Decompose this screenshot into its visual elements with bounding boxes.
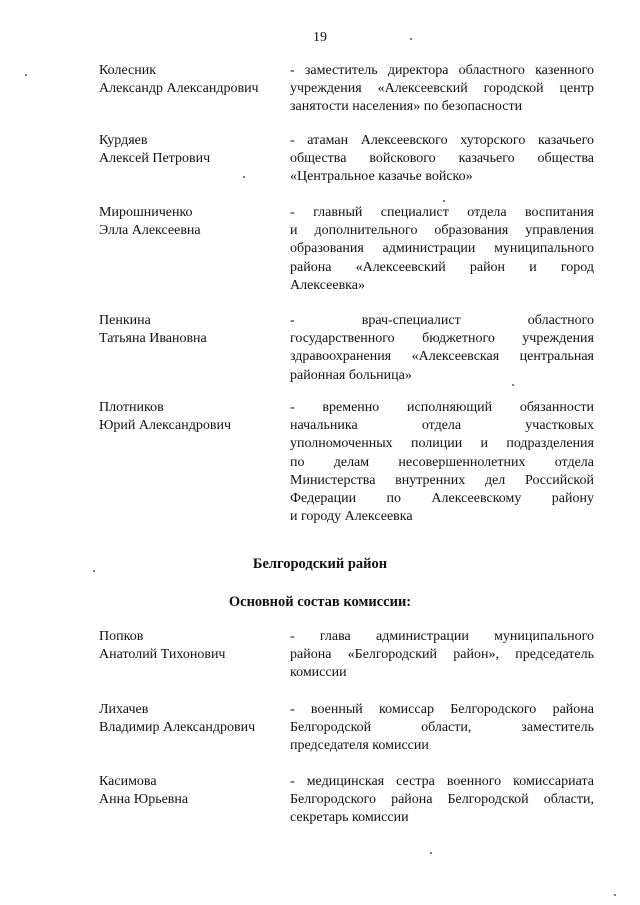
scan-speck <box>430 852 432 854</box>
scan-speck <box>443 200 445 202</box>
section-title: Белгородский район <box>252 556 388 572</box>
role-line: Белгородской области, заместитель <box>290 720 594 736</box>
member-given-name: Элла Алексеевна <box>99 223 201 238</box>
member-name <box>99 701 289 737</box>
page-number: 19 <box>313 30 327 45</box>
role-line: начальника отдела участковых <box>290 418 594 434</box>
member-name <box>99 204 289 240</box>
member-surname: Колесник <box>99 63 157 78</box>
role-line: - главный специалист отдела воспитания <box>290 205 594 220</box>
member-given-name: Юрий Александрович <box>99 418 231 433</box>
member-given-name: Владимир Александрович <box>99 720 256 735</box>
member-surname: Курдяев <box>99 133 148 148</box>
role-line: района «Белгородский район», председатель <box>290 647 594 663</box>
role-line: - военный комиссар Белгородского района <box>290 702 594 717</box>
role-line: Федерации по Алексеевскому району <box>290 491 594 507</box>
role-line: Алексеевка» <box>290 277 365 293</box>
role-line: учреждения «Алексеевский городской центр <box>290 81 594 97</box>
member-name <box>99 132 289 168</box>
role-line: и дополнительного образования управления <box>290 223 594 239</box>
member-role <box>290 62 594 117</box>
role-line: по делам несовершеннолетних отдела <box>290 454 594 470</box>
member-role <box>290 204 594 295</box>
member-surname: Лихачев <box>99 702 149 717</box>
subsection-title: Основной состав комиссии: <box>228 594 412 610</box>
member-surname: Попков <box>99 629 144 644</box>
scan-speck <box>614 894 616 896</box>
role-line: занятости населения» по безопасности <box>290 99 523 115</box>
member-name <box>99 628 289 664</box>
role-line: председателя комиссии <box>290 738 429 754</box>
member-role <box>290 628 594 683</box>
role-line: - атаман Алексеевского хуторского казачьего <box>290 133 594 148</box>
member-name <box>99 773 289 809</box>
member-name <box>99 62 289 98</box>
role-line: - глава администрации муниципального <box>290 629 594 644</box>
member-surname: Пенкина <box>99 313 151 328</box>
role-line: уполномоченных полиции и подразделения <box>290 436 594 452</box>
role-line: «Центральное казачье войско» <box>290 169 473 185</box>
role-line: Министерства внутренних дел Российской <box>290 472 594 488</box>
role-line: районная больница» <box>290 367 412 383</box>
scan-speck <box>25 74 27 76</box>
role-line: здравоохранения «Алексеевская центральная <box>290 349 594 365</box>
scan-speck <box>410 38 412 40</box>
role-line: района «Алексеевский район и город <box>290 259 594 275</box>
role-line: Белгородского района Белгородской области, <box>290 792 594 808</box>
role-line: комиссии <box>290 665 347 681</box>
member-surname: Мирошниченко <box>99 205 193 220</box>
member-given-name: Александр Александрович <box>99 81 259 96</box>
member-role <box>290 773 594 828</box>
member-given-name: Алексей Петрович <box>99 151 211 166</box>
member-surname: Плотников <box>99 400 164 415</box>
member-name <box>99 312 289 348</box>
scan-speck <box>243 176 245 178</box>
member-role <box>290 132 594 187</box>
role-line: - медицинская сестра военного комиссариата <box>290 774 594 789</box>
scan-speck <box>93 570 95 572</box>
role-line: государственного бюджетного учреждения <box>290 331 594 347</box>
member-surname: Касимова <box>99 774 157 789</box>
member-given-name: Анна Юрьевна <box>99 792 189 807</box>
role-line: - заместитель директора областного казенного <box>290 63 594 78</box>
role-line: - временно исполняющий обязанности <box>290 400 594 415</box>
member-role <box>290 701 594 756</box>
member-name <box>99 399 289 435</box>
member-given-name: Анатолий Тихонович <box>99 647 226 662</box>
scan-speck <box>512 384 514 386</box>
role-line: - врач-специалист областного <box>290 313 594 328</box>
member-role <box>290 399 594 526</box>
role-line: общества войскового казачьего общества <box>290 151 594 167</box>
role-line: образования администрации муниципального <box>290 241 594 257</box>
member-given-name: Татьяна Ивановна <box>99 331 207 346</box>
role-line: секретарь комиссии <box>290 810 409 826</box>
role-line: и городу Алексеевка <box>290 509 413 525</box>
member-role <box>290 312 594 385</box>
